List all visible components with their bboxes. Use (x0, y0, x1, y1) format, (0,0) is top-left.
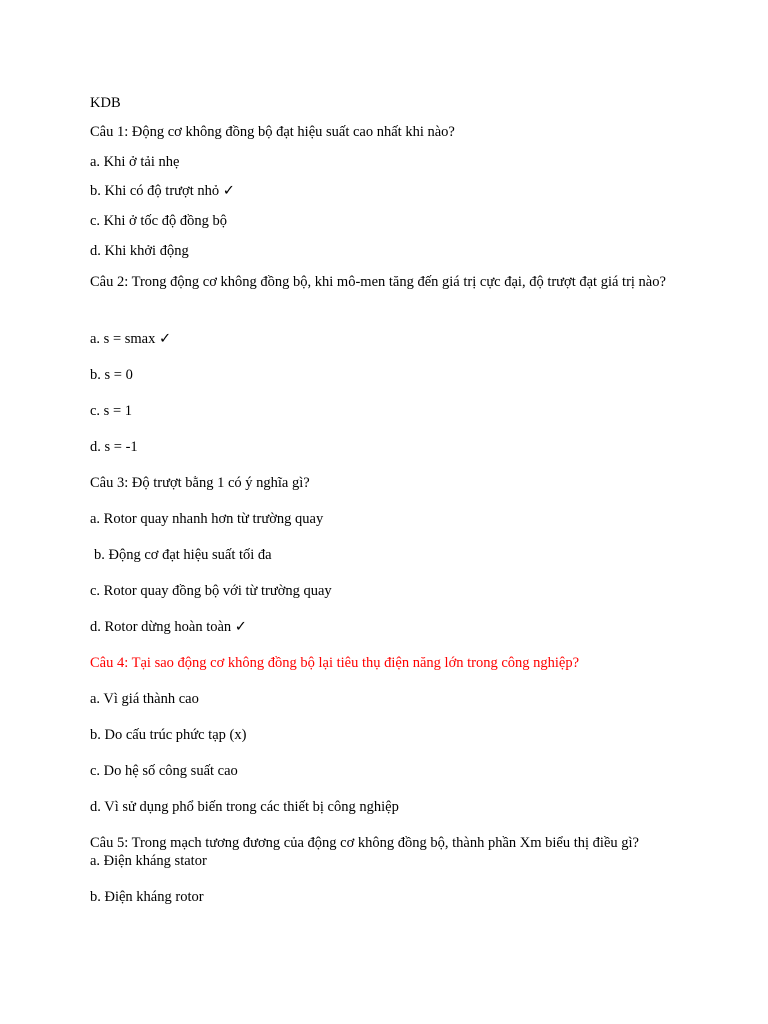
q2-option-b: b. s = 0 (90, 367, 133, 383)
question-3: Câu 3: Độ trượt bằng 1 có ý nghĩa gì? (90, 475, 310, 491)
q4-option-c: c. Do hệ số công suất cao (90, 763, 238, 779)
q1-option-b: b. Khi có độ trượt nhỏ ✓ (90, 183, 235, 199)
doc-title: KDB (90, 95, 121, 111)
q2-option-d: d. s = -1 (90, 439, 138, 455)
question-4: Câu 4: Tại sao động cơ không đồng bộ lại tiêu thụ điện năng lớn trong công nghiệp? (90, 655, 580, 671)
q2-option-c: c. s = 1 (90, 403, 133, 419)
q4-option-a: a. Vì giá thành cao (90, 691, 199, 707)
q1-option-d: d. Khi khởi động (90, 243, 189, 259)
q5-option-a: a. Điện kháng stator (90, 853, 207, 869)
q3-option-a: a. Rotor quay nhanh hơn từ trường quay (90, 511, 324, 527)
q1-option-a: a. Khi ở tải nhẹ (90, 154, 180, 170)
q5-option-b: b. Điện kháng rotor (90, 889, 204, 905)
q3-option-d: d. Rotor dừng hoàn toàn ✓ (90, 619, 247, 635)
q1-option-c: c. Khi ở tốc độ đồng bộ (90, 213, 227, 229)
q4-option-d: d. Vì sử dụng phổ biến trong các thiết bị công nghiệp (90, 799, 399, 815)
question-2: Câu 2: Trong động cơ không đồng bộ, khi mô-men tăng đến giá trị cực đại, độ trượt đạt giá trị nào? (90, 274, 666, 290)
question-5: Câu 5: Trong mạch tương đương của động cơ không đồng bộ, thành phần Xm biểu thị điều gì? (90, 835, 639, 851)
q3-option-b: b. Động cơ đạt hiệu suất tối đa (94, 547, 272, 563)
q2-option-a: a. s = smax ✓ (90, 331, 172, 347)
question-1: Câu 1: Động cơ không đồng bộ đạt hiệu suất cao nhất khi nào? (90, 124, 455, 140)
q3-option-c: c. Rotor quay đồng bộ với từ trường quay (90, 583, 332, 599)
q4-option-b: b. Do cấu trúc phức tạp (x) (90, 727, 247, 743)
